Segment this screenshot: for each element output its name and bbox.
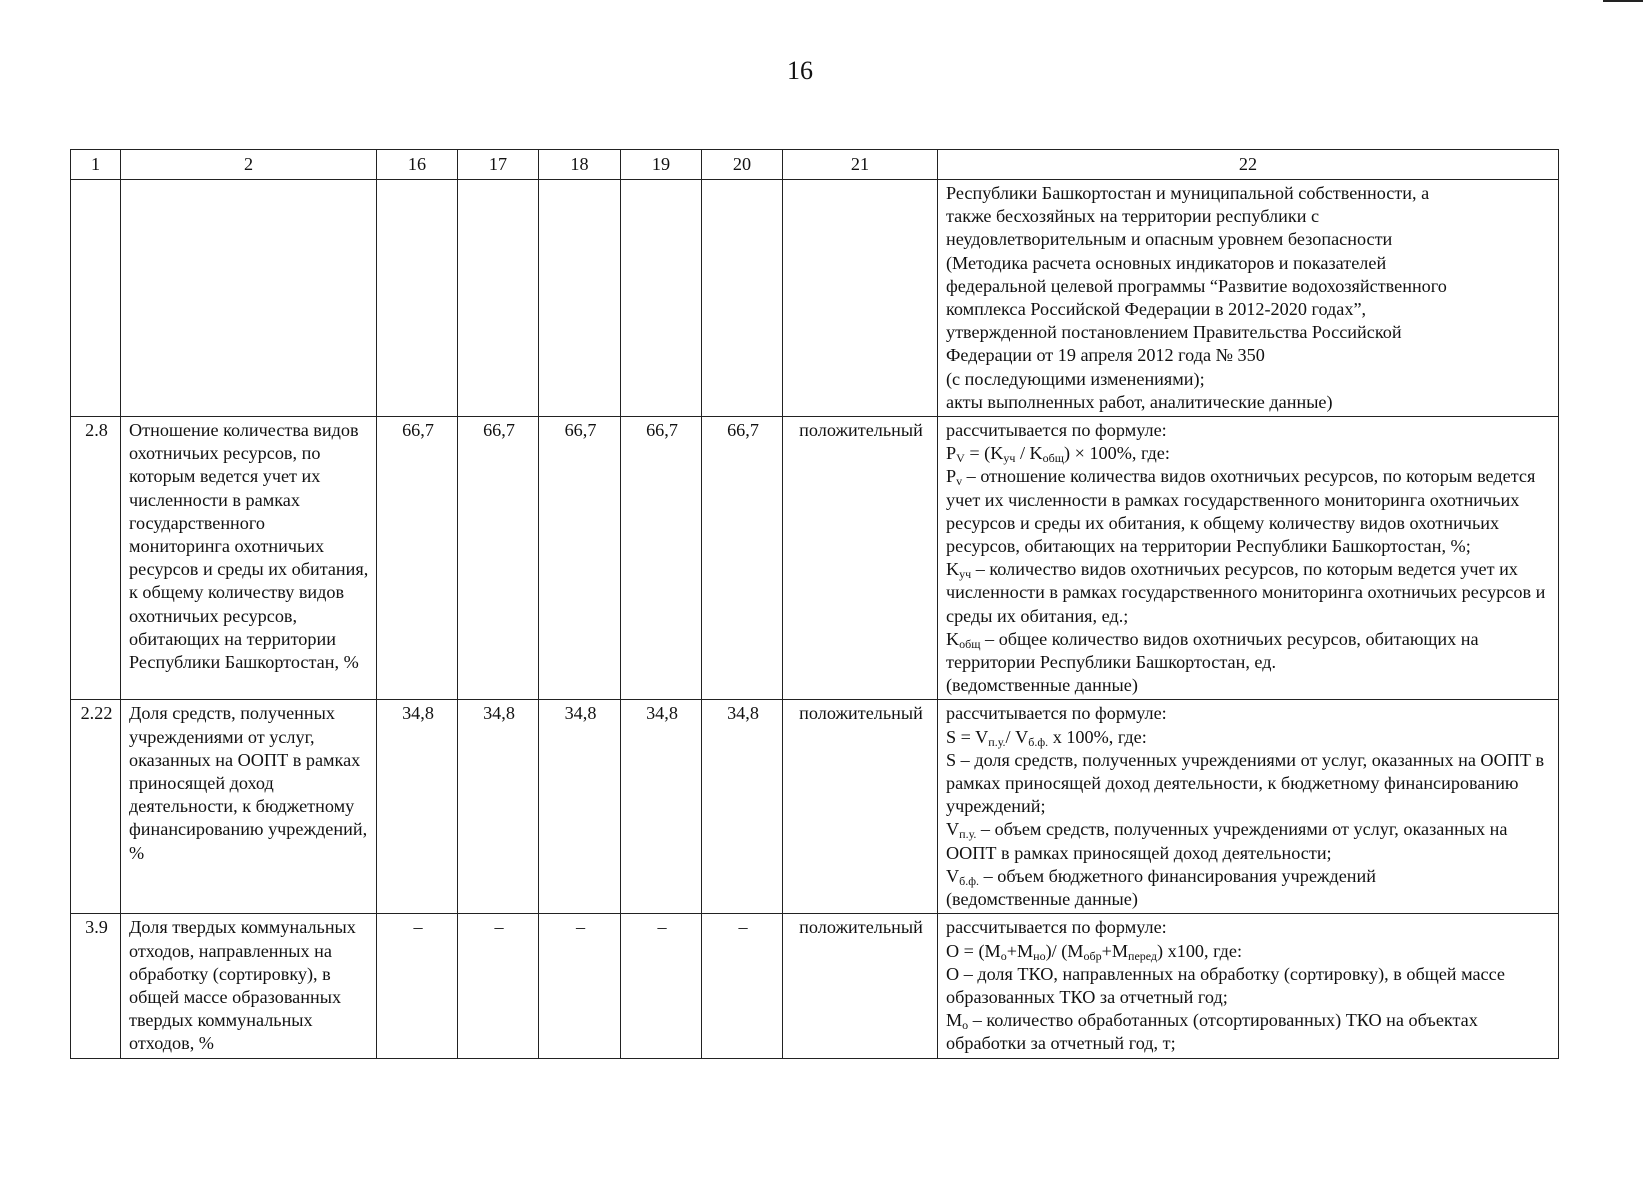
desc-line: утвержденной постановлением Правительства Российской	[946, 322, 1402, 343]
cell-value	[458, 180, 539, 417]
formula-definition: $V_{б.ф.}$ – объем бюджетного финансирования учреждений	[946, 865, 1376, 888]
cell-value	[377, 180, 458, 417]
data-source: (ведомственные данные)	[946, 675, 1138, 696]
formula-definition: $K_{общ}$ – общее количество видов охотничьих ресурсов, обитающих на территории Республики Башкортостан, ед.	[946, 628, 1479, 673]
header-col-22: 22	[938, 150, 1559, 180]
cell-value-19: 34,8	[621, 700, 702, 914]
formula: $S = V_{п.у.}/$ $V_{б.ф.}$ х 100%, где:	[946, 726, 1147, 749]
header-col-2: 2	[121, 150, 377, 180]
cell-value-17: 66,7	[458, 417, 539, 700]
formula: $P_V = (K_{уч} / K_{общ}) \times 100\%$, где:	[946, 443, 1170, 466]
cell-value	[539, 180, 621, 417]
desc-line: Республики Башкортостан и муниципальной собственности, а	[946, 183, 1430, 203]
cell-num: 2.22	[71, 700, 121, 914]
header-col-20: 20	[702, 150, 783, 180]
header-col-21: 21	[783, 150, 938, 180]
header-col-16: 16	[377, 150, 458, 180]
cell-num	[71, 180, 121, 417]
cell-direction: положительный	[783, 700, 938, 914]
cell-name: Доля твердых коммунальных отходов, направленных на обработку (сортировку), в общей массе образованных твердых коммунальных отходов, %	[121, 914, 377, 1058]
cell-value-19: –	[621, 914, 702, 1058]
cell-name	[121, 180, 377, 417]
data-source: (ведомственные данные)	[946, 889, 1138, 910]
desc-line: федеральной целевой программы “Развитие водохозяйственного	[946, 275, 1447, 296]
header-col-1: 1	[71, 150, 121, 180]
cell-value-20: 34,8	[702, 700, 783, 914]
header-col-17: 17	[458, 150, 539, 180]
cell-value-19: 66,7	[621, 417, 702, 700]
cell-num: 3.9	[71, 914, 121, 1058]
formula-definition: O – доля ТКО, направленных на обработку (сортировку), в общей массе образованных ТКО за отчетный год;	[946, 963, 1505, 1007]
formula-definition: $K_{уч}$ – количество видов охотничьих ресурсов, по которым ведется учет их численности в рамках государственного мониторинга охотничьих ресурсов и среды их обитания, ед.;	[946, 559, 1546, 626]
desc-line: Федерации от 19 апреля 2012 года № 350	[946, 345, 1265, 366]
desc-line: акты выполненных работ, аналитические данные)	[946, 391, 1333, 412]
table-row-continued	[71, 180, 1559, 417]
page-edge-rule	[1603, 0, 1643, 2]
table-row	[71, 914, 1559, 1058]
cell-value-18: 34,8	[539, 700, 621, 914]
cell-description	[938, 700, 1559, 914]
formula-intro: рассчитывается по формуле:	[946, 703, 1167, 724]
cell-value-18: 66,7	[539, 417, 621, 700]
cell-name: Доля средств, полученных учреждениями от услуг, оказанных на ООПТ в рамках приносящей доход деятельности, к бюджетному финансированию учреждений, %	[121, 700, 377, 914]
cell-value-20: –	[702, 914, 783, 1058]
cell-direction	[783, 180, 938, 417]
header-row	[71, 150, 1559, 180]
cell-value-17: –	[458, 914, 539, 1058]
cell-direction: положительный	[783, 914, 938, 1058]
formula-definition: $V_{п.у.}$ – объем средств, полученных учреждениями от услуг, оказанных на ООПТ в рамках приносящей доход деятельности;	[946, 819, 1508, 863]
table-row	[71, 417, 1559, 700]
header-col-18: 18	[539, 150, 621, 180]
cell-description	[938, 914, 1559, 1058]
cell-value	[621, 180, 702, 417]
cell-name: Отношение количества видов охотничьих ресурсов, по которым ведется учет их численности в рамках государственного мониторинга охотничьих ресурсов и среды их обитания, к общему количеству видов охотничьих ресурсов, обитающих на территории Республики Башкортостан, %	[121, 417, 377, 700]
cell-value-18: –	[539, 914, 621, 1058]
table-row	[71, 700, 1559, 914]
formula: $O = (M_о+M_{но})/$ $(M_{обр}+M_{перед})$ х100, где:	[946, 940, 1243, 963]
cell-direction: положительный	[783, 417, 938, 700]
cell-value-16: 34,8	[377, 700, 458, 914]
page-number: 16	[787, 56, 813, 85]
formula-intro: рассчитывается по формуле:	[946, 420, 1167, 441]
cell-value-16: –	[377, 914, 458, 1058]
cell-value-20: 66,7	[702, 417, 783, 700]
desc-line: (Методика расчета основных индикаторов и показателей	[946, 252, 1387, 273]
cell-num: 2.8	[71, 417, 121, 700]
formula-definition: S – доля средств, полученных учреждениями от услуг, оказанных на ООПТ в рамках приносящей доход деятельности, к бюджетному финансированию учреждений;	[946, 749, 1545, 817]
indicator-table	[70, 149, 1559, 1059]
formula-definition: $M_о$ – количество обработанных (отсортированных) ТКО на объектах обработки за отчетный год, т;	[946, 1010, 1478, 1054]
cell-description	[938, 180, 1559, 417]
desc-line: также бесхозяйных на территории республики с	[946, 206, 1320, 227]
desc-line: (с последующими изменениями);	[946, 368, 1205, 389]
formula-definition: $P_v$ – отношение количества видов охотничьих ресурсов, по которым ведется учет их численности в рамках государственного мониторинга охотничьих ресурсов и среды их обитания, к общему количеству видов охотничьих ресурсов, обитающих на территории Республики Башкортостан, %;	[946, 466, 1536, 557]
cell-description	[938, 417, 1559, 700]
cell-value-16: 66,7	[377, 417, 458, 700]
cell-value-17: 34,8	[458, 700, 539, 914]
desc-line: неудовлетворительным и опасным уровнем безопасности	[946, 229, 1393, 250]
header-col-19: 19	[621, 150, 702, 180]
desc-line: комплекса Российской Федерации в 2012-2020 годах”,	[946, 299, 1367, 320]
formula-intro: рассчитывается по формуле:	[946, 917, 1167, 938]
cell-value	[702, 180, 783, 417]
